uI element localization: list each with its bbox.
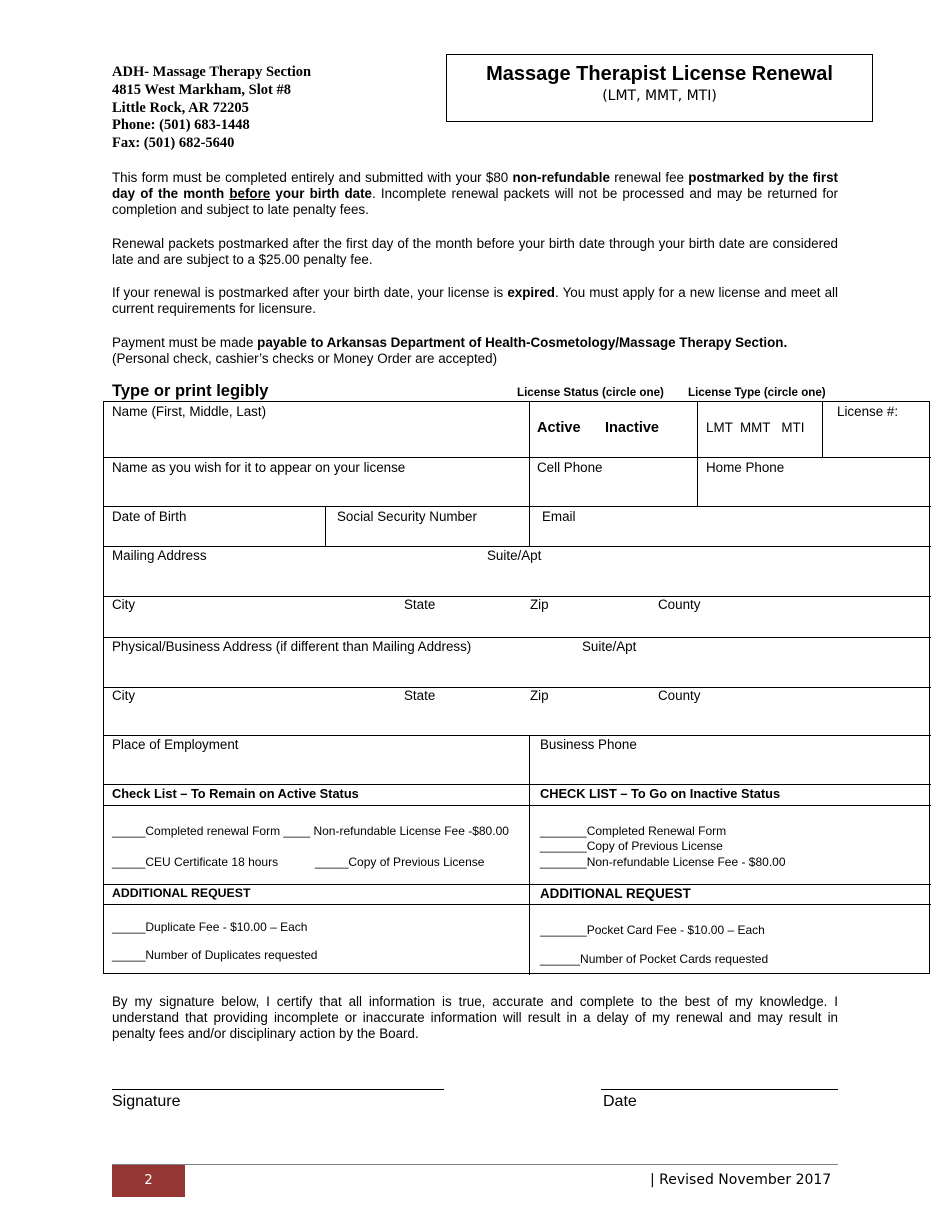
column-divider (822, 402, 823, 457)
inactive-checklist-item[interactable]: _______Copy of Previous License (540, 839, 723, 853)
state-field[interactable]: State (404, 597, 436, 612)
text-bold: postmarked by the first day of the month (112, 170, 839, 202)
license-type-heading: License Type (circle one) (688, 386, 826, 399)
additional-request-heading: ADDITIONAL REQUEST (112, 886, 251, 900)
cell-phone-field[interactable]: Cell Phone (537, 460, 603, 475)
physical-county-field[interactable]: County (658, 688, 701, 703)
duplicate-fee-item[interactable]: _____Duplicate Fee - $10.00 – Each (112, 920, 308, 934)
text: renewal fee (609, 170, 689, 185)
address-line: ADH- Massage Therapy Section (112, 64, 312, 80)
physical-address-field[interactable]: Physical/Business Address (if different than Mailing Address) (112, 639, 472, 654)
footer-divider (112, 1164, 838, 1165)
city-field[interactable]: City (112, 597, 136, 612)
address-line: Phone: (501) 683-1448 (112, 117, 250, 134)
status-inactive-option[interactable]: Inactive (605, 420, 659, 436)
row-divider (104, 457, 931, 458)
row-divider (104, 735, 931, 736)
revised-date: | Revised November 2017 (650, 1172, 832, 1188)
license-type-options[interactable]: LMT MMT MTI (706, 420, 805, 435)
column-divider (697, 402, 698, 506)
text: Payment must be made (112, 335, 258, 350)
row-divider (104, 805, 931, 806)
active-checklist-heading: Check List – To Remain on Active Status (112, 786, 359, 801)
renewal-form-table (103, 401, 930, 974)
expired-paragraph (112, 285, 838, 317)
zip-field[interactable]: Zip (530, 597, 549, 612)
text: . Incomplete renewal packets will not be processed and may be returned for completion and subject to late penalty fees. (112, 186, 838, 218)
pocket-card-fee-item[interactable]: _______Pocket Card Fee - $10.00 – Each (540, 923, 765, 937)
page-subtitle: (LMT, MMT, MTI) (602, 88, 717, 104)
text: (Personal check, cashier’s checks or Money Order are accepted) (112, 351, 498, 367)
county-field[interactable]: County (658, 597, 701, 612)
text-bold: expired (507, 285, 555, 300)
text-bold: non-refundable (512, 170, 610, 185)
text-bold: your birth date (270, 186, 372, 202)
duplicate-count-item[interactable]: _____Number of Duplicates requested (112, 948, 318, 962)
active-checklist-item[interactable]: _____Completed renewal Form ____ Non-refundable License Fee -$80.00 (112, 824, 509, 838)
page-title: Massage Therapist License Renewal (486, 63, 833, 85)
inactive-checklist-heading: CHECK LIST – To Go on Inactive Status (540, 786, 781, 801)
inactive-checklist-item[interactable]: _______Completed Renewal Form (540, 824, 727, 838)
late-fee-paragraph: Renewal packets postmarked after the first day of the month before your birth date through your birth date are considered late and are subject to a $25.00 penalty fee. (112, 236, 838, 268)
payment-paragraph (112, 335, 838, 367)
row-divider (104, 596, 931, 597)
text-bold-underline: before (229, 186, 271, 202)
status-active-option[interactable]: Active (537, 420, 581, 436)
row-divider (104, 904, 931, 905)
text: This form must be completed entirely and submitted with your $80 (112, 170, 513, 185)
text-bold: payable to Arkansas Department of Health-Cosmetology/Massage Therapy Section. (257, 335, 788, 350)
column-divider (529, 735, 530, 975)
physical-city-field[interactable]: City (112, 688, 136, 703)
business-phone-field[interactable]: Business Phone (540, 737, 637, 752)
active-checklist-item[interactable]: _____CEU Certificate 18 hours (112, 855, 279, 869)
text: If your renewal is postmarked after your birth date, your license is (112, 285, 508, 300)
type-print-heading: Type or print legibly (112, 382, 269, 400)
pocket-card-count-item[interactable]: ______Number of Pocket Cards requested (540, 952, 769, 966)
physical-suite-apt-field[interactable]: Suite/Apt (582, 639, 637, 654)
row-divider (104, 637, 931, 638)
column-divider (529, 402, 530, 546)
home-phone-field[interactable]: Home Phone (706, 460, 785, 475)
dob-field[interactable]: Date of Birth (112, 509, 187, 524)
address-line: 4815 West Markham, Slot #8 (112, 81, 291, 98)
address-line: Fax: (501) 682-5640 (112, 135, 235, 152)
employment-field[interactable]: Place of Employment (112, 737, 239, 752)
address-line: Little Rock, AR 72205 (112, 99, 249, 116)
agency-address-block (112, 64, 311, 153)
row-divider (104, 884, 931, 885)
mailing-address-field[interactable]: Mailing Address (112, 548, 207, 563)
ssn-field[interactable]: Social Security Number (337, 509, 477, 524)
column-divider (325, 506, 326, 546)
suite-apt-field[interactable]: Suite/Apt (487, 548, 542, 563)
row-divider (104, 546, 931, 547)
name-field[interactable]: Name (First, Middle, Last) (112, 404, 267, 419)
text: . You must apply for a new license and meet all current requirements for licensure. (112, 285, 838, 317)
instructions-paragraph (112, 170, 838, 219)
date-line[interactable] (601, 1089, 838, 1090)
additional-request-heading: ADDITIONAL REQUEST (540, 886, 691, 901)
signature-label: Signature (112, 1093, 181, 1110)
date-label: Date (603, 1093, 637, 1110)
row-divider (104, 784, 931, 785)
page-number: 2 (112, 1165, 185, 1197)
physical-state-field[interactable]: State (404, 688, 436, 703)
active-checklist-item[interactable]: _____Copy of Previous License (315, 855, 485, 869)
license-status-heading: License Status (circle one) (517, 386, 664, 399)
row-divider (104, 687, 931, 688)
inactive-checklist-item[interactable]: _______Non-refundable License Fee - $80.00 (540, 855, 786, 869)
email-field[interactable]: Email (542, 509, 576, 524)
signature-line[interactable] (112, 1089, 444, 1090)
certification-paragraph: By my signature below, I certify that all information is true, accurate and complete to the best of my knowledge. I understand that providing incomplete or inaccurate information will result in a delay of my renewal and may result in penalty fees and/or disciplinary action by the Board. (112, 994, 838, 1042)
row-divider (104, 506, 931, 507)
license-number-field[interactable]: License #: (837, 404, 899, 419)
license-name-field[interactable]: Name as you wish for it to appear on your license (112, 460, 406, 475)
physical-zip-field[interactable]: Zip (530, 688, 549, 703)
title-box (446, 54, 873, 122)
